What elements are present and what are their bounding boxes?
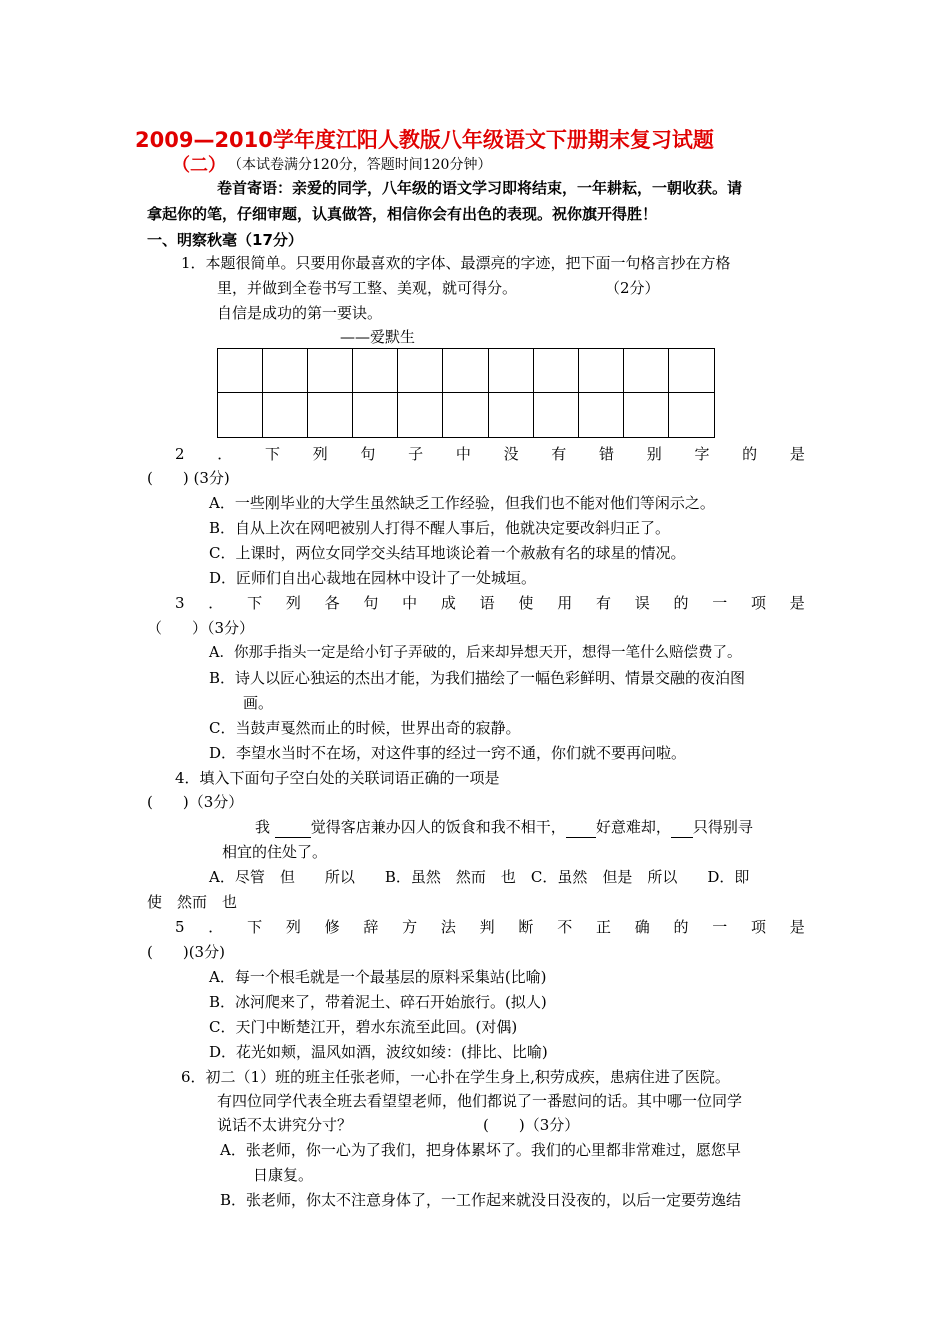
grid-cell[interactable] [308,349,353,393]
q1-line-1: 1．本题很简单。只要用你最喜欢的字体、最漂亮的字迹，把下面一句格言抄在方格 [181,254,731,272]
grid-cell[interactable] [353,393,398,437]
grid-cell[interactable] [218,349,263,393]
grid-cell[interactable] [443,393,488,437]
writing-grid[interactable] [217,348,715,438]
grid-cell[interactable] [489,349,534,393]
q2-option-d: D．匠师们自出心裁地在园林中设计了一处城垣。 [209,569,537,587]
grid-cell[interactable] [263,349,308,393]
q5-option-c: C．天门中断楚江开，碧水东流至此回。(对偶) [209,1018,518,1036]
q6-option-a-line-1: A．张老师，你一心为了我们，把身体累坏了。我们的心里都非常难过，愿您早 [220,1141,741,1159]
subtitle-paren: （二） [172,155,226,176]
q3-option-b-line-2: 画。 [243,694,274,712]
q6-line-3: 说话不太讲究分寸？ [217,1116,353,1134]
grid-cell[interactable] [263,393,308,437]
grid-cell[interactable] [443,349,488,393]
q5-option-a: A．每一个根毛就是一个最基层的原料采集站(比喻) [209,968,547,986]
subtitle-note: （本试卷满分120分，答题时间120分钟） [228,157,492,173]
q4-options-cont: 使 然而 也 [147,893,238,911]
q2-option-a: A．一些刚毕业的大学生虽然缺乏工作经验，但我们也不能对他们等闲示之。 [209,494,715,512]
q4-blank-1[interactable] [275,817,311,838]
q2-stem: 2 ． 下 列 句 子 中 没 有 错 别 字 的 是 [175,445,805,463]
q5-stem: 5 ． 下 列 修 辞 方 法 判 断 不 正 确 的 一 项 是 [175,918,805,936]
grid-cell[interactable] [624,393,669,437]
q2-answer-blank[interactable]: ( ) (3分) [147,469,230,487]
grid-cell[interactable] [489,393,534,437]
q6-line-2: 有四位同学代表全班去看望望老师，他们都说了一番慰问的话。其中哪一位同学 [217,1092,743,1110]
q4-blank-3[interactable] [671,817,693,838]
page-title: 2009—2010学年度江阳人教版八年级语文下册期末复习试题 [135,128,714,152]
q5-option-b: B．冰河爬来了，带着泥土、碎石开始旅行。(拟人) [209,993,547,1011]
grid-cell[interactable] [534,393,579,437]
grid-cell[interactable] [669,349,714,393]
grid-cell[interactable] [398,349,443,393]
grid-cell[interactable] [669,393,714,437]
q6-line-1: 6．初二（1）班的班主任张老师，一心扑在学生身上,积劳成疾，患病住进了医院。 [181,1068,730,1086]
preface-line-1: 卷首寄语：亲爱的同学，八年级的语文学习即将结束，一年耕耘，一朝收获。请 [217,179,743,197]
grid-cell[interactable] [308,393,353,437]
grid-cell[interactable] [218,393,263,437]
q3-stem: 3 ． 下 列 各 句 中 成 语 使 用 有 误 的 一 项 是 [175,594,805,612]
preface-line-2: 拿起你的笔，仔细审题，认真做答，相信你会有出色的表现。祝你旗开得胜！ [147,205,658,223]
grid-cell[interactable] [624,349,669,393]
grid-cell[interactable] [398,393,443,437]
q1-score: （2分） [605,279,660,297]
q1-line-2: 里，并做到全卷书写工整、美观，就可得分。 [217,279,518,297]
q6-answer-blank[interactable]: ( )（3分） [483,1116,580,1134]
q3-option-d: D．李望水当时不在场，对这件事的经过一窍不通，你们就不要再问啦。 [209,744,687,762]
q3-option-b-line-1: B．诗人以匠心独运的杰出才能，为我们描绘了一幅色彩鲜明、情景交融的夜泊图 [209,669,746,687]
q2-option-b: B．自从上次在网吧被别人打得不醒人事后，他就决定要改斜归正了。 [209,519,671,537]
q4-answer-blank[interactable]: ( )（3分） [147,793,244,811]
grid-cell[interactable] [534,349,579,393]
q4-options: A．尽管 但 所以 B．虽然 然而 也 C．虽然 但是 所以 D．即 [209,868,750,886]
q2-option-c: C．上课时，两位女同学交头结耳地谈论着一个赦赦有名的球星的情况。 [209,544,686,562]
q4-sentence-line-1: 我 觉得客店兼办囚人的饭食和我不相干， 好意难却， 只得别寻 [255,818,753,836]
section-1-heading: 一、明察秋毫（17分） [147,231,303,249]
q4-line-1: 4．填入下面句子空白处的关联词语正确的一项是 [175,769,500,787]
q4-sentence-line-2: 相宜的住处了。 [222,843,328,861]
grid-cell[interactable] [579,349,624,393]
q6-option-b-line-1: B．张老师，你太不注意身体了，一工作起来就没日没夜的，以后一定要劳逸结 [220,1191,742,1209]
q3-option-c: C．当鼓声戛然而止的时候，世界出奇的寂静。 [209,719,521,737]
q1-quote: 自信是成功的第一要诀。 [217,304,383,322]
q5-option-d: D．花光如颊，温风如酒，波纹如绫：(排比、比喻) [209,1043,548,1061]
q6-option-a-line-2: 日康复。 [253,1166,314,1184]
grid-cell[interactable] [579,393,624,437]
q5-answer-blank[interactable]: ( )(3分) [147,943,225,961]
q3-answer-blank[interactable]: （ ）（3分） [147,619,255,637]
q3-option-a: A．你那手指头一定是给小钉子弄破的，后来却异想天开，想得一笔什么赔偿费了。 [209,645,742,661]
grid-cell[interactable] [353,349,398,393]
q4-blank-2[interactable] [566,817,596,838]
q1-author: ——爱默生 [340,328,416,346]
